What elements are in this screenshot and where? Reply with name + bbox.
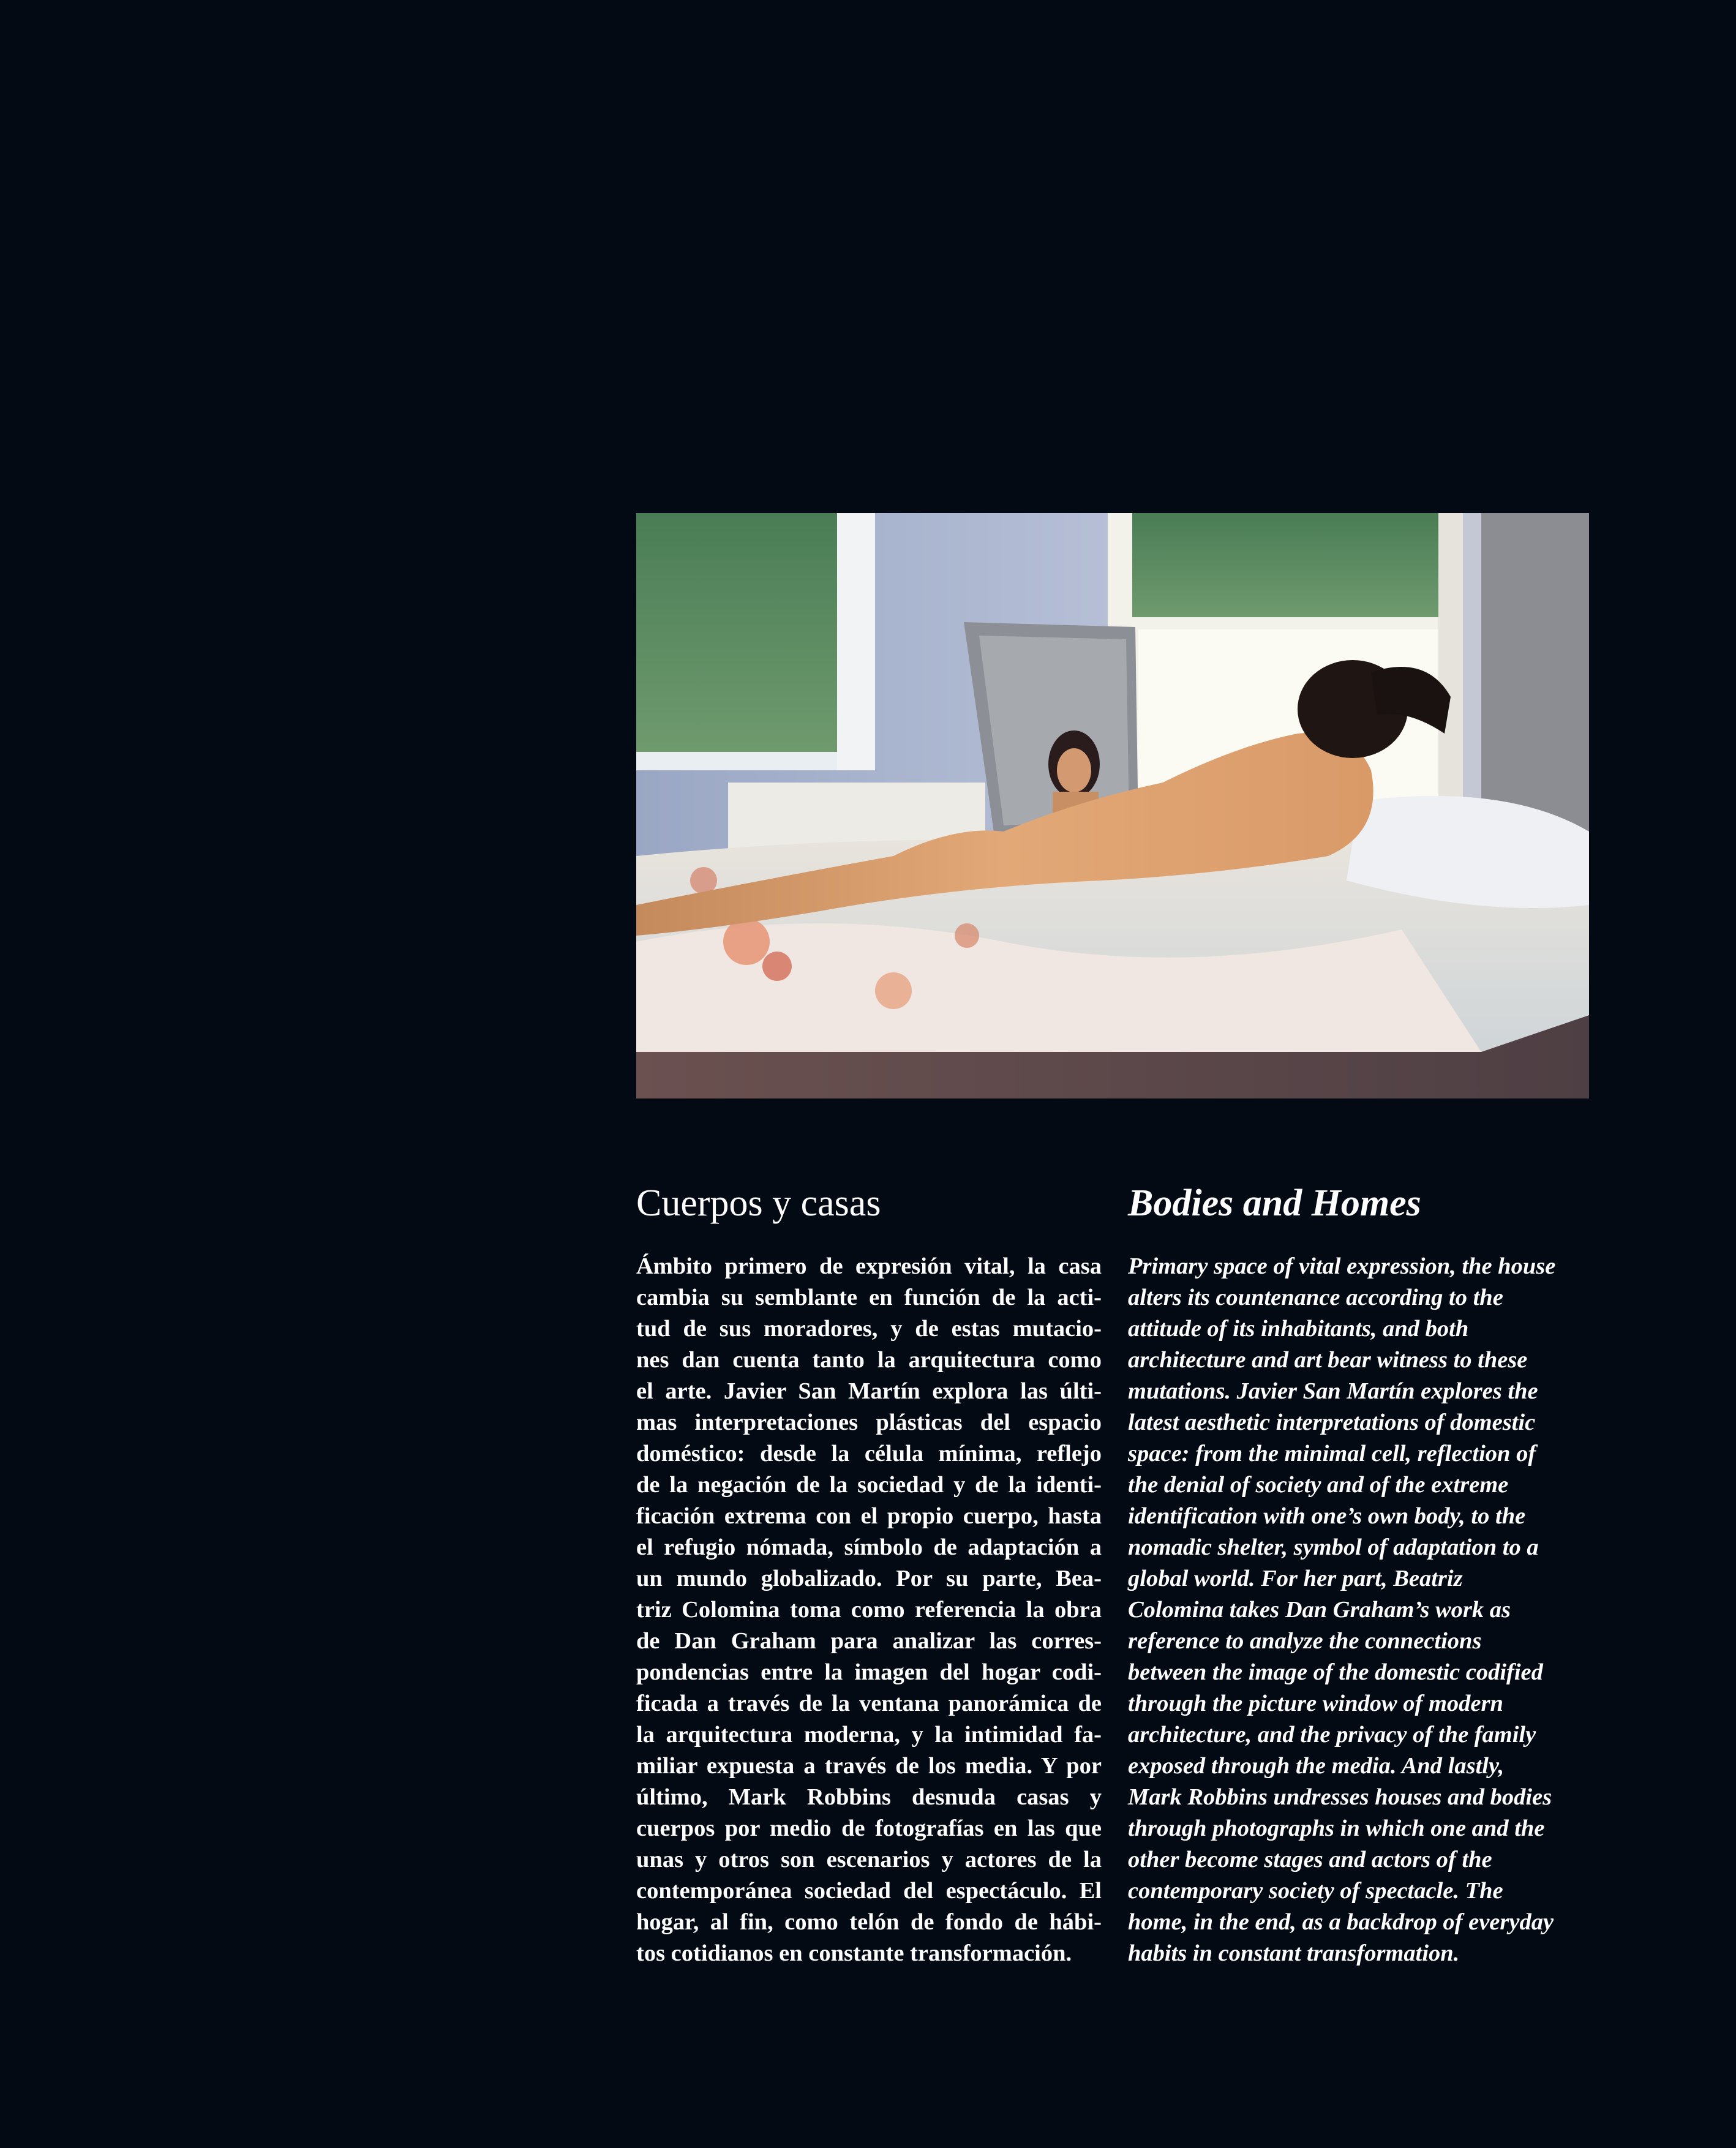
photograph-icon [636, 513, 1589, 1098]
text-line: alters its countenance according to the [1128, 1285, 1503, 1310]
text-line: habits in constant transformation. [1128, 1940, 1460, 1966]
text-line: el refugio nómada, símbolo de adaptación a [636, 1534, 1102, 1560]
english-column [1128, 1179, 1593, 1969]
spanish-column [636, 1179, 1102, 1969]
text-line: Mark Robbins undresses houses and bodies [1128, 1784, 1552, 1810]
text-line: attitude of its inhabitants, and both [1128, 1316, 1469, 1342]
text-line: through photographs in which one and the [1128, 1816, 1545, 1841]
text-line: último, Mark Robbins desnuda casas y [636, 1784, 1102, 1810]
bedroom-photograph [636, 513, 1589, 1098]
text-line: triz Colomina toma como referencia la obra [636, 1597, 1102, 1623]
text-line: architecture, and the privacy of the family [1128, 1722, 1536, 1748]
text-line: nes dan cuenta tanto la arquitectura como [636, 1347, 1102, 1373]
text-line: between the image of the domestic codified [1128, 1659, 1543, 1685]
text-line: contemporánea sociedad del espectáculo. El [636, 1878, 1102, 1904]
text-line: Ámbito primero de expresión vital, la casa [636, 1253, 1102, 1279]
text-line: mas interpretaciones plásticas del espacio [636, 1410, 1102, 1435]
text-line: tos cotidianos en constante transformación. [636, 1940, 1072, 1966]
text-line: de Dan Graham para analizar las corres- [636, 1628, 1102, 1654]
text-line: contemporary society of spectacle. The [1128, 1878, 1503, 1904]
text-line: hogar, al fin, como telón de fondo de hábi- [636, 1909, 1102, 1935]
text-line: the denial of society and of the extreme [1128, 1472, 1509, 1498]
text-line: la arquitectura moderna, y la intimidad fa- [636, 1722, 1102, 1748]
text-line: through the picture window of modern [1128, 1691, 1503, 1716]
text-line: de la negación de la sociedad y de la identi- [636, 1472, 1102, 1498]
text-line: exposed through the media. And lastly, [1128, 1753, 1505, 1779]
english-body [1128, 1251, 1593, 1969]
text-line: el arte. Javier San Martín explora las últi- [636, 1378, 1102, 1404]
text-line: Colomina takes Dan Graham’s work as [1128, 1597, 1511, 1623]
text-line: identification with one’s own body, to the [1128, 1503, 1526, 1529]
english-heading: Bodies and Homes [1128, 1182, 1421, 1224]
text-line: Primary space of vital expression, the house [1128, 1253, 1556, 1279]
text-line: nomadic shelter, symbol of adaptation to a [1128, 1534, 1539, 1560]
text-line: doméstico: desde la célula mínima, reflejo [636, 1441, 1102, 1466]
spanish-body [636, 1251, 1102, 1969]
text-line: space: from the minimal cell, reflection of [1128, 1441, 1536, 1466]
text-line: un mundo globalizado. Por su parte, Bea- [636, 1566, 1102, 1591]
text-line: miliar expuesta a través de los media. Y por [636, 1753, 1102, 1779]
text-line: architecture and art bear witness to these [1128, 1347, 1528, 1373]
text-line: home, in the end, as a backdrop of everyday [1128, 1909, 1554, 1935]
text-line: global world. For her part, Beatriz [1128, 1566, 1463, 1591]
text-line: mutations. Javier San Martín explores the [1128, 1378, 1538, 1404]
text-line: latest aesthetic interpretations of domestic [1128, 1410, 1536, 1435]
spanish-heading: Cuerpos y casas [636, 1182, 881, 1224]
text-line: ficada a través de la ventana panorámica de [636, 1691, 1102, 1716]
text-line: tud de sus moradores, y de estas mutacio- [636, 1316, 1102, 1342]
text-line: reference to analyze the connections [1128, 1628, 1482, 1654]
text-line: cambia su semblante en función de la acti- [636, 1285, 1102, 1310]
text-line: pondencias entre la imagen del hogar codi- [636, 1659, 1102, 1685]
text-line: cuerpos por medio de fotografías en las que [636, 1816, 1102, 1841]
text-line: ficación extrema con el propio cuerpo, hasta [636, 1503, 1102, 1529]
text-line: other become stages and actors of the [1128, 1847, 1492, 1872]
text-line: unas y otros son escenarios y actores de la [636, 1847, 1102, 1872]
